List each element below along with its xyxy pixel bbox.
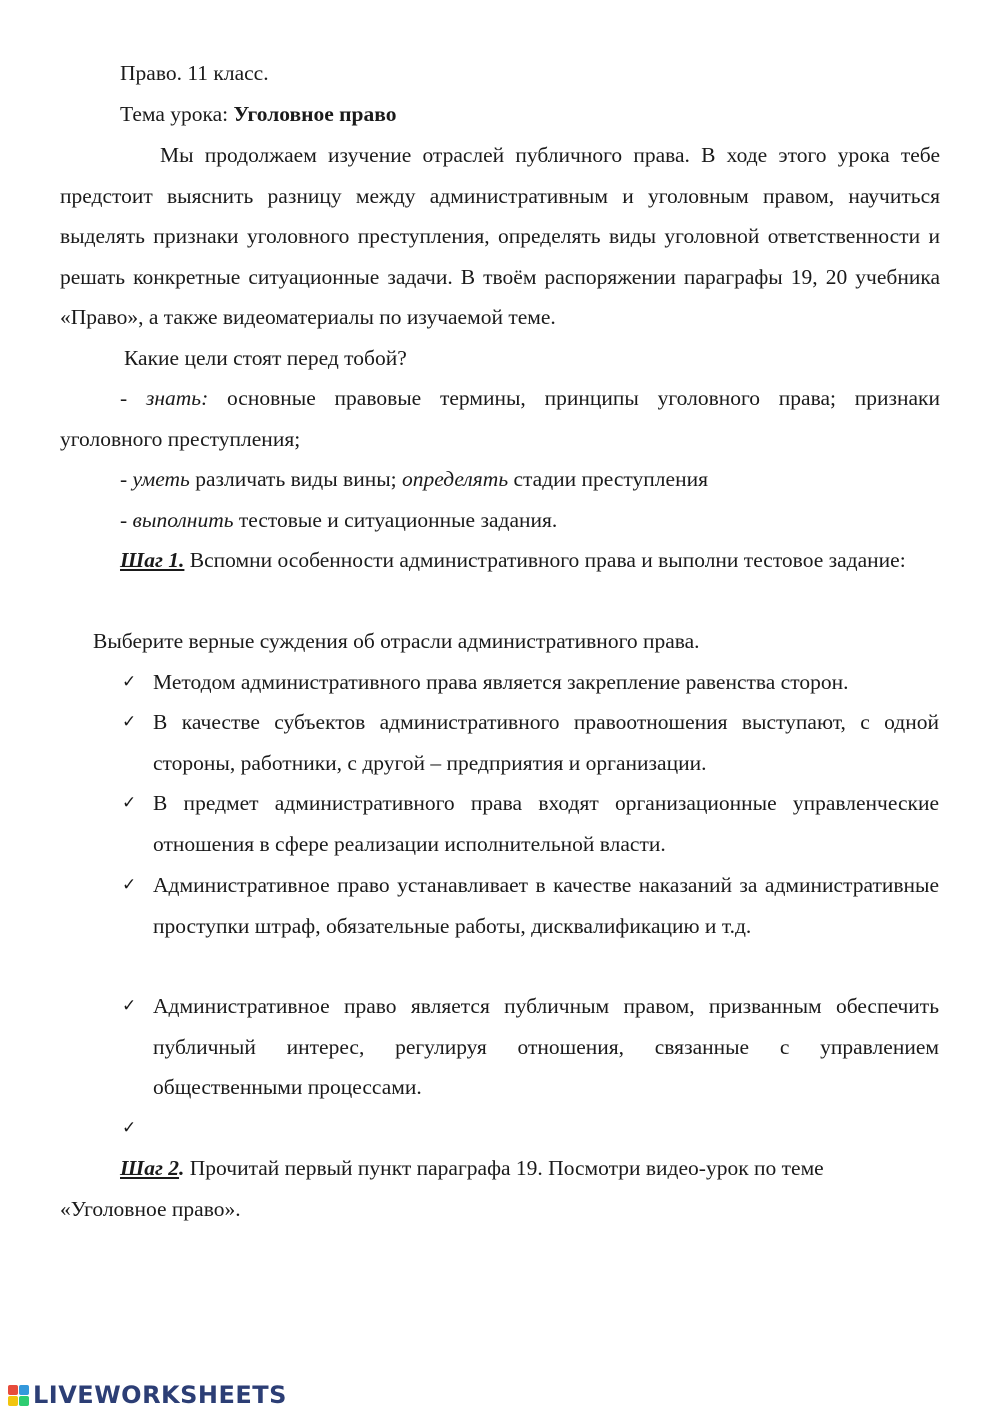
goal-skill-word-2: определять xyxy=(402,467,509,491)
logo-square xyxy=(19,1396,29,1406)
logo-mark-icon xyxy=(8,1385,29,1406)
test-option-5: Административное право является публичным правом, призванным обеспечить публичный интерес, регулируя отношения, связанные с управлением общественными процессами. xyxy=(153,994,939,1099)
goals-question: Какие цели стоят перед тобой? xyxy=(124,346,407,370)
test-option-2: В качестве субъектов административного правоотношения выступают, с одной стороны, работники, с другой – предприятия и организации. xyxy=(153,710,939,775)
logo-square xyxy=(19,1385,29,1395)
test-question: Выберите верные суждения об отрасли административного права. xyxy=(93,629,700,653)
check-icon[interactable]: ✓ xyxy=(122,1118,137,1138)
course-title: Право. 11 класс. xyxy=(120,61,269,85)
test-option-1: Методом административного права является закрепление равенства сторон. xyxy=(153,670,849,694)
goal-skill-text: различать виды вины; xyxy=(189,467,403,491)
goal-do xyxy=(120,500,1000,541)
topic-label: Тема урока: xyxy=(120,102,234,126)
goal-dash: - xyxy=(120,386,146,410)
test-option-3: В предмет административного права входят организационные управленческие отношения в сфере реализации исполнительной власти. xyxy=(153,791,939,856)
check-icon[interactable]: ✓ xyxy=(122,672,137,692)
step2-label: Шаг 2 xyxy=(120,1156,180,1180)
liveworksheets-logo[interactable] xyxy=(8,1380,287,1410)
goal-know-text: основные правовые термины, принципы уголовного права; признаки уголовного преступления; xyxy=(60,386,940,451)
lesson-topic-line xyxy=(120,94,1000,135)
goal-do-word: выполнить xyxy=(132,508,234,532)
goal-dash: - xyxy=(120,467,133,491)
goal-know-word: знать: xyxy=(145,386,209,410)
goal-do-text: тестовые и ситуационные задания. xyxy=(233,508,558,532)
check-icon[interactable]: ✓ xyxy=(122,875,137,895)
logo-square xyxy=(8,1385,18,1395)
check-icon[interactable]: ✓ xyxy=(122,712,137,732)
step2-text: Прочитай первый пункт параграфа 19. Посмотри видео-урок по теме «Уголовное право». xyxy=(60,1156,824,1221)
goal-skill-text-2: стадии преступления xyxy=(508,467,708,491)
step2-label-dot: . xyxy=(179,1156,185,1180)
goal-skill xyxy=(120,459,1000,500)
test-option-4: Административное право устанавливает в качестве наказаний за административные проступки штраф, обязательные работы, дисквалификацию и т.д. xyxy=(153,873,939,938)
goal-dash: - xyxy=(120,508,133,532)
goal-know xyxy=(60,378,940,459)
check-icon[interactable]: ✓ xyxy=(122,793,137,813)
goal-skill-word: уметь xyxy=(132,467,190,491)
step1-text: Вспомни особенности административного права и выполни тестовое задание: xyxy=(184,548,906,572)
brand-name: LIVEWORKSHEETS xyxy=(33,1381,287,1409)
topic-title: Уголовное право xyxy=(233,102,397,126)
step1-label: Шаг 1. xyxy=(120,548,185,572)
step2-paragraph xyxy=(60,1148,900,1229)
intro-paragraph: Мы продолжаем изучение отраслей публичного права. В ходе этого урока тебе предстоит выяснить разницу между административным и уголовным правом, научиться выделять признаки уголовного преступления, определять виды уголовной ответственности и решать конкретные ситуационные задачи. В твоём распоряжении параграфы 19, 20 учебника «Право», а также видеоматериалы по изучаемой теме. xyxy=(60,143,940,329)
check-icon[interactable]: ✓ xyxy=(122,996,137,1016)
logo-square xyxy=(8,1396,18,1406)
step1-paragraph xyxy=(60,540,940,581)
